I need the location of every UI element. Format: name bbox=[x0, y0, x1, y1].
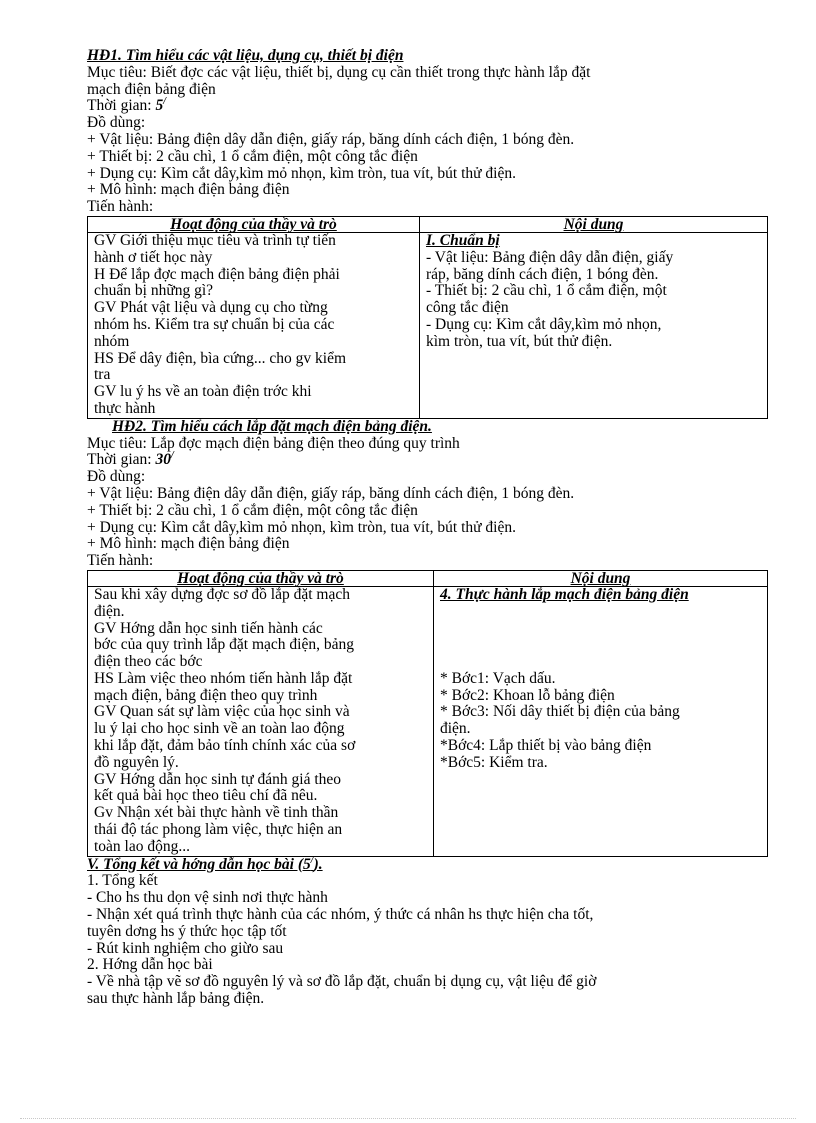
hd2-item: + Dụng cụ: Kìm cắt dây,kìm mỏ nhọn, kìm tròn, tua vít, bút thử điện. bbox=[87, 518, 516, 536]
table-cell-line: * Bớc1: Vạch dấu. bbox=[440, 669, 556, 687]
document-page bbox=[87, 48, 767, 1008]
summary-title: V. Tổng kết và hớng dẫn học bài (5/). bbox=[87, 854, 323, 873]
table-cell-line: chuẩn bị những gì? bbox=[94, 282, 214, 300]
summary-title-suffix: ). bbox=[313, 855, 323, 873]
hd1-item: + Mô hình: mạch điện bảng điện bbox=[87, 181, 290, 199]
hd2-activities-cell bbox=[88, 586, 434, 856]
table-cell-line: điện. bbox=[440, 720, 471, 738]
hd2-item: + Thiết bị: 2 cầu chì, 1 ổ cắm điện, một công tắc điện bbox=[87, 501, 418, 519]
table-cell-line: H Để lắp đợc mạch điện bảng điện phải bbox=[94, 265, 340, 283]
hd2-tools-label: Đồ dùng: bbox=[87, 468, 146, 486]
table-cell-line: thực hành bbox=[94, 399, 156, 417]
table-cell-line: GV lu ý hs về an toàn điện trớc khi bbox=[94, 383, 312, 401]
table-cell-line: *Bớc4: Lắp thiết bị vào bảng điện bbox=[440, 736, 652, 754]
table-cell-line: đồ nguyên lý. bbox=[94, 753, 179, 771]
table-cell-line: công tắc điện bbox=[426, 299, 509, 317]
hd2-title: HĐ2. Tìm hiểu cách lắp đặt mạch điện bảng điện. bbox=[112, 417, 432, 435]
hd2-item: + Mô hình: mạch điện bảng điện bbox=[87, 535, 290, 553]
table-cell-line: thái độ tác phong làm việc, thực hiện an bbox=[94, 821, 343, 839]
hd1-item: + Vật liệu: Bảng điện dây dẫn điện, giấy ráp, băng dính cách điện, 1 bóng đèn. bbox=[87, 130, 575, 148]
summary-line: 2. Hớng dẫn học bài bbox=[87, 956, 213, 974]
table-cell-line: GV Quan sát sự làm việc của học sinh và bbox=[94, 703, 350, 721]
table-cell-line: HS Làm việc theo nhóm tiến hành lắp đặt bbox=[94, 669, 353, 687]
summary-line: - Cho hs thu dọn vệ sinh nơi thực hành bbox=[87, 889, 328, 907]
table-cell-line: tra bbox=[94, 366, 111, 384]
table-cell-line: kết quả bài học theo tiêu chí đã nêu. bbox=[94, 787, 318, 805]
hd1-time-label: Thời gian: bbox=[87, 97, 156, 115]
table-cell-line: GV Giới thiệu mục tiêu và trình tự tiến bbox=[94, 231, 336, 249]
hd2-table bbox=[87, 570, 768, 857]
summary-line: 1. Tổng kết bbox=[87, 872, 158, 890]
hd2-proceed-label: Tiến hành: bbox=[87, 552, 154, 570]
hd1-time-value: 5 bbox=[155, 97, 164, 115]
hd2-item: + Vật liệu: Bảng điện dây dẫn điện, giấy ráp, băng dính cách điện, 1 bóng đèn. bbox=[87, 484, 575, 502]
hd1-activities-cell bbox=[88, 232, 420, 418]
summary-line: - Nhận xét quá trình thực hành của các nhóm, ý thức cá nhân hs thực hiện cha tốt, bbox=[87, 906, 594, 924]
table-cell-line: GV Hớng dẫn học sinh tự đánh giá theo bbox=[94, 770, 342, 788]
hd2-content-cell bbox=[434, 586, 768, 856]
table-cell-line: điện. bbox=[94, 602, 125, 620]
hd2-time-value: 30 bbox=[155, 451, 171, 469]
summary-line: tuyên dơng hs ý thức học tập tốt bbox=[87, 922, 287, 940]
table-cell-line: GV Hớng dẫn học sinh tiến hành các bbox=[94, 619, 323, 637]
hd2-time-label: Thời gian: bbox=[87, 451, 156, 469]
hd1-objective-line-2: mạch điện bảng điện bbox=[87, 80, 216, 98]
summary-line: sau thực hành lắp bảng điện. bbox=[87, 990, 265, 1008]
table-cell-line: *Bớc5: Kiểm tra. bbox=[440, 753, 548, 771]
summary-line: - Rút kinh nghiệm cho giừo sau bbox=[87, 939, 284, 957]
table-cell-line: Gv Nhận xét bài thực hành về tinh thần bbox=[94, 804, 339, 822]
hd1-table bbox=[87, 216, 768, 419]
summary-line: - Về nhà tập vẽ sơ đồ nguyên lý và sơ đồ lắp đặt, chuẩn bị dụng cụ, vật liệu để giờ bbox=[87, 973, 597, 991]
hd1-table-header-left: Hoạt động của thầy và trò bbox=[88, 216, 420, 232]
table-cell-line: nhóm hs. Kiểm tra sự chuẩn bị của các bbox=[94, 315, 335, 333]
hd1-title: HĐ1. Tìm hiểu các vật liệu, dụng cụ, thiết bị điện bbox=[87, 47, 404, 64]
table-cell-line: - Dụng cụ: Kìm cắt dây,kìm mỏ nhọn, bbox=[426, 315, 662, 333]
hd1-tools-label: Đồ dùng: bbox=[87, 114, 146, 132]
table-cell-line: khi lắp đặt, đảm bảo tính chính xác của sơ bbox=[94, 737, 356, 755]
table-cell-line: * Bớc3: Nối dây thiết bị điện của bảng bbox=[440, 703, 680, 721]
table-cell-line: - Vật liệu: Bảng điện dây dẫn điện, giấy bbox=[426, 248, 674, 266]
table-cell-line: Sau khi xây dựng đợc sơ đồ lắp đặt mạch bbox=[94, 585, 350, 603]
table-cell-line: điện theo các bớc bbox=[94, 653, 203, 671]
table-cell-line: kìm tròn, tua vít, bút thử điện. bbox=[426, 332, 613, 350]
table-cell-line: hành ơ tiết học này bbox=[94, 248, 213, 266]
table-cell-line: bớc của quy trình lắp đặt mạch điện, bảng bbox=[94, 636, 354, 654]
table-cell-line: ráp, băng dính cách điện, 1 bóng đèn. bbox=[426, 265, 659, 283]
hd2-table-header-right: Nội dung bbox=[434, 570, 768, 586]
table-cell-line: lu ý lại cho học sinh về an toàn lao động bbox=[94, 720, 345, 738]
hd1-proceed-label: Tiến hành: bbox=[87, 198, 154, 216]
table-cell-line: * Bớc2: Khoan lỗ bảng điện bbox=[440, 686, 615, 704]
hd2-content-title: 4. Thực hành lắp mạch điện bảng điện bbox=[440, 585, 689, 603]
hd1-table-header-right: Nội dung bbox=[420, 216, 768, 232]
table-cell-line: - Thiết bị: 2 cầu chì, 1 ổ cắm điện, một bbox=[426, 282, 667, 300]
hd1-item: + Thiết bị: 2 cầu chì, 1 ổ cắm điện, một công tắc điện bbox=[87, 147, 418, 165]
hd1-content-cell bbox=[420, 232, 768, 418]
page-bottom-divider bbox=[20, 1118, 796, 1119]
hd2-objective: Mục tiêu: Lắp đợc mạch điện bảng điện theo đúng quy trình bbox=[87, 434, 460, 452]
hd2-table-header-left: Hoạt động của thầy và trò bbox=[88, 570, 434, 586]
table-cell-line: GV Phát vật liệu và dụng cụ cho từng bbox=[94, 299, 328, 317]
hd2-time: Thời gian: 30/ bbox=[87, 450, 174, 469]
hd1-item: + Dụng cụ: Kìm cắt dây,kìm mỏ nhọn, kìm tròn, tua vít, bút thử điện. bbox=[87, 164, 516, 182]
summary-title-value: 5 bbox=[303, 855, 311, 873]
table-cell-line: nhóm bbox=[94, 332, 130, 350]
hd1-objective-line-1: Mục tiêu: Biết đợc các vật liệu, thiết bị, dụng cụ cần thiết trong thực hành lắp đặt bbox=[87, 63, 591, 81]
hd1-time: Thời gian: 5/ bbox=[87, 96, 166, 115]
table-cell-line: mạch điện, bảng điện theo quy trình bbox=[94, 686, 318, 704]
hd1-content-title: I. Chuẩn bị bbox=[426, 231, 500, 249]
summary-title-prefix: V. Tổng kết và hớng dẫn học bài ( bbox=[87, 855, 304, 873]
table-cell-line: toàn lao động... bbox=[94, 837, 190, 855]
table-cell-line: HS Để dây điện, bìa cứng... cho gv kiểm bbox=[94, 349, 347, 367]
